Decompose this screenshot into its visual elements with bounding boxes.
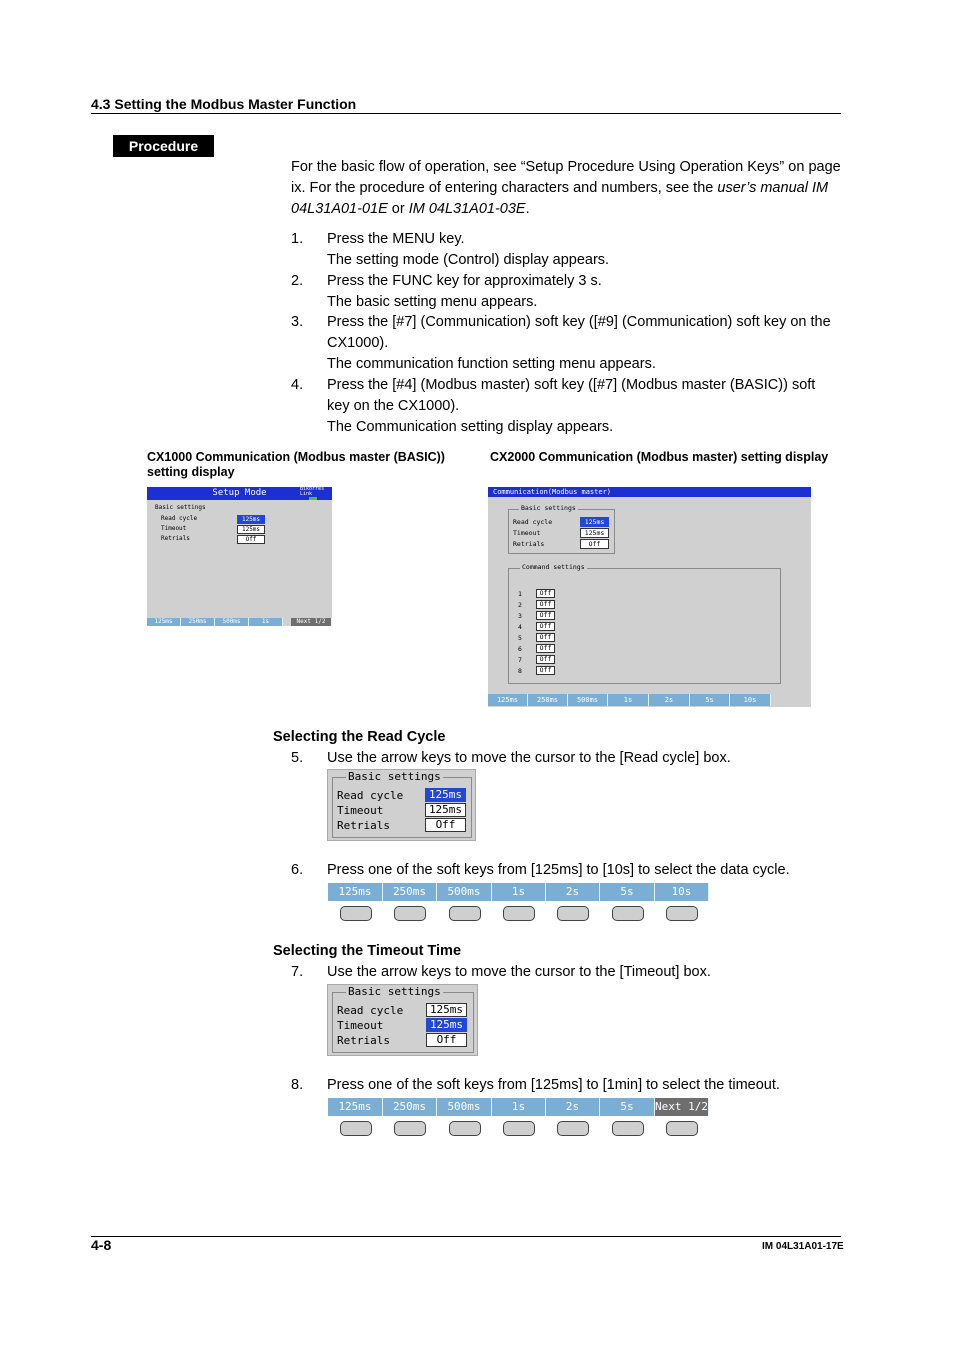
- cx2000-title: Communication(Modbus master): [493, 488, 612, 496]
- step-line: The Communication setting display appears.: [327, 419, 614, 435]
- step-number: 4.: [291, 377, 304, 393]
- step-text: [327, 229, 837, 271]
- cx2000-row-label: Read cycle: [513, 518, 553, 526]
- cx1000-softkey[interactable]: 125ms: [147, 618, 181, 626]
- command-field[interactable]: Off: [536, 589, 555, 598]
- step-number: 2.: [291, 273, 304, 289]
- page-number: 4-8: [91, 1237, 112, 1253]
- cx1000-row-label: Read cycle: [161, 515, 198, 522]
- softkey-2s[interactable]: 2s: [546, 883, 600, 901]
- hardware-soft-key[interactable]: [666, 1121, 698, 1136]
- retrials-field[interactable]: Off: [426, 1033, 467, 1047]
- softkey-250ms[interactable]: 250ms: [383, 883, 437, 901]
- hardware-soft-key[interactable]: [394, 1121, 426, 1136]
- caption-cx2000: CX2000 Communication (Modbus master) setting display: [490, 450, 829, 464]
- softkey-next[interactable]: Next 1/2: [655, 1098, 709, 1116]
- cx1000-retrials-field[interactable]: Off: [237, 535, 265, 544]
- step-text: Use the arrow keys to move the cursor to the [Timeout] box.: [327, 964, 711, 980]
- panel-row-label: Read cycle: [337, 1004, 404, 1017]
- command-number: 3: [518, 612, 522, 620]
- command-field[interactable]: Off: [536, 600, 555, 609]
- timeout-field[interactable]: 125ms: [425, 803, 466, 817]
- step-text: Use the arrow keys to move the cursor to the [Read cycle] box.: [327, 750, 731, 766]
- command-field[interactable]: Off: [536, 611, 555, 620]
- hardware-soft-key[interactable]: [666, 906, 698, 921]
- step-number: 3.: [291, 314, 304, 330]
- softkey-1s[interactable]: 1s: [492, 1098, 546, 1116]
- step-number: 6.: [291, 862, 304, 878]
- command-field[interactable]: Off: [536, 644, 555, 653]
- cx1000-next-softkey[interactable]: Next 1/2: [291, 618, 332, 626]
- command-number: 6: [518, 645, 522, 653]
- read-cycle-panel: [327, 769, 476, 841]
- cx1000-screen: [147, 487, 332, 626]
- step-line: The setting mode (Control) display appears.: [327, 252, 610, 268]
- cx1000-row-label: Timeout: [161, 525, 187, 532]
- command-field[interactable]: Off: [536, 666, 555, 675]
- caption-cx1000: CX1000 Communication (Modbus master (BASIC)) setting display: [147, 450, 445, 479]
- panel-row-label: Timeout: [337, 1019, 384, 1032]
- softkey-500ms[interactable]: 500ms: [437, 883, 492, 901]
- cx1000-softkey[interactable]: 250ms: [181, 618, 215, 626]
- document-id: IM 04L31A01-17E: [762, 1241, 844, 1252]
- panel-row-label: Retrials: [337, 819, 390, 832]
- command-field[interactable]: Off: [536, 622, 555, 631]
- retrials-field[interactable]: Off: [425, 818, 466, 832]
- softkey-10s[interactable]: 10s: [655, 883, 709, 901]
- command-number: 5: [518, 634, 522, 642]
- command-number: 1: [518, 590, 522, 598]
- cx2000-softkey[interactable]: 250ms: [528, 694, 568, 706]
- step-number: 5.: [291, 750, 304, 766]
- cx1000-corner-top: Bikorres: [300, 487, 325, 492]
- cx2000-softkey[interactable]: 1s: [608, 694, 649, 706]
- softkey-250ms[interactable]: 250ms: [383, 1098, 437, 1116]
- softkey-5s[interactable]: 5s: [600, 883, 655, 901]
- step-line: Press the [#7] (Communication) soft key ([#9] (Communication) soft key on the CX1000).: [327, 314, 831, 351]
- hardware-soft-key[interactable]: [449, 906, 481, 921]
- step-line: The basic setting menu appears.: [327, 294, 538, 310]
- cx2000-softkey[interactable]: 10s: [730, 694, 771, 706]
- command-field[interactable]: Off: [536, 655, 555, 664]
- cx2000-row-label: Retrials: [513, 540, 545, 548]
- step-text: Press one of the soft keys from [125ms] to [1min] to select the timeout.: [327, 1077, 780, 1093]
- step-text: [327, 271, 837, 313]
- cx2000-title-bar: [488, 487, 811, 497]
- softkey-125ms[interactable]: 125ms: [328, 1098, 383, 1116]
- step-number: 7.: [291, 964, 304, 980]
- header-rule: [91, 113, 841, 114]
- step-number: 8.: [291, 1077, 304, 1093]
- step-number: 1.: [291, 231, 304, 247]
- footer-rule: [91, 1236, 841, 1237]
- softkey-500ms[interactable]: 500ms: [437, 1098, 492, 1116]
- cx2000-softkey[interactable]: 2s: [649, 694, 690, 706]
- hardware-soft-key[interactable]: [340, 906, 372, 921]
- cx2000-row-label: Timeout: [513, 529, 541, 537]
- step-line: Press the FUNC key for approximately 3 s.: [327, 273, 602, 289]
- intro-text-2: or: [387, 201, 409, 217]
- step-line: The communication function setting menu appears.: [327, 356, 656, 372]
- panel-row-label: Read cycle: [337, 789, 404, 802]
- timeout-field[interactable]: 125ms: [426, 1018, 467, 1032]
- cx1000-title: Setup Mode: [212, 488, 267, 498]
- timeout-heading: Selecting the Timeout Time: [273, 943, 462, 959]
- cx1000-timeout-field[interactable]: 125ms: [237, 525, 265, 534]
- cx1000-group-label: Basic settings: [155, 504, 206, 511]
- procedure-label: Procedure: [113, 135, 214, 157]
- command-number: 8: [518, 667, 522, 675]
- step-line: Press the MENU key.: [327, 231, 465, 247]
- cx2000-timeout-field[interactable]: 125ms: [580, 528, 609, 538]
- cx2000-basic-group-label: Basic settings: [521, 504, 576, 512]
- hardware-soft-key[interactable]: [340, 1121, 372, 1136]
- hardware-soft-key[interactable]: [503, 906, 535, 921]
- hardware-soft-key[interactable]: [394, 906, 426, 921]
- hardware-soft-key[interactable]: [449, 1121, 481, 1136]
- panel-row-label: Timeout: [337, 804, 384, 817]
- softkey-5s[interactable]: 5s: [600, 1098, 655, 1116]
- step-text: [327, 375, 837, 438]
- cx1000-softkey[interactable]: 500ms: [215, 618, 249, 626]
- read-cycle-field[interactable]: 125ms: [426, 1003, 467, 1017]
- panel-group-label: Basic settings: [348, 770, 441, 783]
- timeout-panel: [327, 984, 478, 1056]
- cx2000-softkey[interactable]: 125ms: [488, 694, 528, 706]
- cx1000-title-bar: [147, 487, 332, 500]
- intro-paragraph: [291, 157, 843, 220]
- command-number: 2: [518, 601, 522, 609]
- softkey-125ms[interactable]: 125ms: [328, 883, 383, 901]
- softkey-1s[interactable]: 1s: [492, 883, 546, 901]
- command-field[interactable]: Off: [536, 633, 555, 642]
- read-cycle-heading: Selecting the Read Cycle: [273, 729, 446, 745]
- cx1000-read-cycle-field[interactable]: 125ms: [237, 515, 265, 524]
- step-line: Press the [#4] (Modbus master) soft key ([#7] (Modbus master (BASIC)) soft key on the CX1000).: [327, 377, 816, 414]
- softkey-2s[interactable]: 2s: [546, 1098, 600, 1116]
- cx2000-read-cycle-field[interactable]: 125ms: [580, 517, 609, 527]
- cx1000-row-label: Retrials: [161, 535, 190, 542]
- cx1000-softkey[interactable]: 1s: [249, 618, 283, 626]
- status-indicator: [309, 497, 317, 500]
- section-header: 4.3 Setting the Modbus Master Function: [91, 96, 357, 112]
- intro-ref-1: user’s manual IM 04L31A01-01E: [291, 180, 829, 217]
- command-number: 4: [518, 623, 522, 631]
- hardware-soft-key[interactable]: [503, 1121, 535, 1136]
- hardware-soft-key[interactable]: [557, 906, 589, 921]
- cx2000-softkey[interactable]: 5s: [690, 694, 730, 706]
- panel-group-label: Basic settings: [348, 985, 441, 998]
- command-number: 7: [518, 656, 522, 664]
- hardware-soft-key[interactable]: [612, 1121, 644, 1136]
- intro-text-3: .: [525, 201, 530, 217]
- step-text: [327, 312, 837, 375]
- intro-text-1: For the basic flow of operation, see “Setup Procedure Using Operation Keys” on page ix. For the procedure of entering characters and numbers, see the: [291, 159, 841, 196]
- cx2000-command-group-label: Command settings: [522, 563, 585, 571]
- cx2000-retrials-field[interactable]: Off: [580, 539, 609, 549]
- cx2000-screen: [488, 487, 811, 707]
- intro-ref-2: IM 04L31A01-03E: [408, 201, 526, 217]
- read-cycle-field[interactable]: 125ms: [425, 788, 466, 802]
- panel-row-label: Retrials: [337, 1034, 390, 1047]
- step-text: Press one of the soft keys from [125ms] to [10s] to select the data cycle.: [327, 862, 790, 878]
- cx2000-softkey[interactable]: 500ms: [568, 694, 608, 706]
- hardware-soft-key[interactable]: [612, 906, 644, 921]
- hardware-soft-key[interactable]: [557, 1121, 589, 1136]
- cx1000-corner-bot: Link: [300, 491, 313, 497]
